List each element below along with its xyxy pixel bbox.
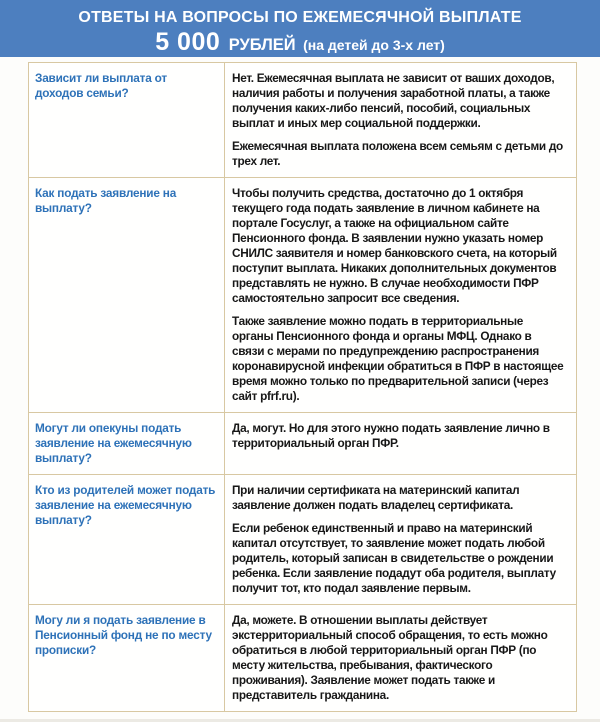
answer-paragraph: При наличии сертификата на материнский капитал заявление должен подать владелец сертификата. [232,483,520,512]
question-cell [29,605,225,711]
question-cell [29,413,225,474]
answer-cell [225,63,576,177]
faq-row [29,178,576,413]
question-text: Кто из родителей может подать заявление на ежемесячную выплату? [35,483,216,527]
faq-row [29,605,576,711]
answer-cell [225,475,576,604]
answer-paragraph: Да, могут. Но для этого нужно подать заявление лично в территориальный орган ПФР. [232,421,550,450]
answer-cell [225,605,576,711]
question-cell [29,178,225,412]
amount-unit: РУБЛЕЙ [228,36,296,54]
question-text: Могу ли я подать заявление в Пенсионный фонд не по месту прописки? [35,613,212,657]
faq-row [29,413,576,475]
answer-paragraph: Если ребенок единственный и право на материнский капитал отсутствует, то заявление может подать любой родитель, который записан в свидетельстве о рождении ребенка. Если заявление подадут оба родителя, выплату получит тот, кто подал заявление первым. [232,521,556,595]
answer-paragraph: Ежемесячная выплата положена всем семьям с детьми до трех лет. [232,139,563,168]
question-cell [29,63,225,177]
faq-row [29,475,576,605]
question-text: Как подать заявление на выплату? [35,186,177,215]
answer-paragraph: Чтобы получить средства, достаточно до 1 октября текущего года подать заявление в личном кабинете на портале Госуслуг, а также на официальном сайте Пенсионного фонда. В заявлении нужно указать номер СНИЛС заявителя и номер банковского счета, на который поступит выплата. Никаких дополнительных документов представлять не нужно. В случае необходимости ПФР самостоятельно запросит все сведения. [232,186,557,305]
amount-value: 5 000 [155,28,221,56]
question-text: Зависит ли выплата от доходов семьи? [35,71,167,100]
header-title: ОТВЕТЫ НА ВОПРОСЫ ПО ЕЖЕМЕСЯЧНОЙ ВЫПЛАТЕ [78,9,522,26]
answer-cell [225,413,576,474]
faq-table [28,62,577,712]
answer-paragraph: Нет. Ежемесячная выплата не зависит от ваших доходов, наличия работы и получения заработной платы, а также получения каких-либо пенсий, пособий, социальных выплат и иных мер социальной поддержки. [232,71,555,130]
amount-note: (на детей до 3-х лет) [303,37,445,53]
faq-row [29,63,576,178]
question-cell [29,475,225,604]
answer-paragraph: Да, можете. В отношении выплаты действует экстерриториальный способ обращения, то есть можно обратиться в любой территориальный орган ПФР (по месту жительства, пребывания, фактического проживания). Заявление может подать также и представитель гражданина. [232,613,548,702]
header-amount-line [0,28,600,57]
question-text: Могут ли опекуны подать заявление на ежемесячную выплату? [35,421,192,465]
header-banner [0,0,600,57]
answer-paragraph: Также заявление можно подать в территориальные органы Пенсионного фонда и органы МФЦ. Однако в связи с мерами по предупреждению распространения коронавирусной инфекции обратиться в ПФР в настоящее время можно только по предварительной записи (через сайт pfrf.ru). [232,314,564,403]
answer-cell [225,178,576,412]
